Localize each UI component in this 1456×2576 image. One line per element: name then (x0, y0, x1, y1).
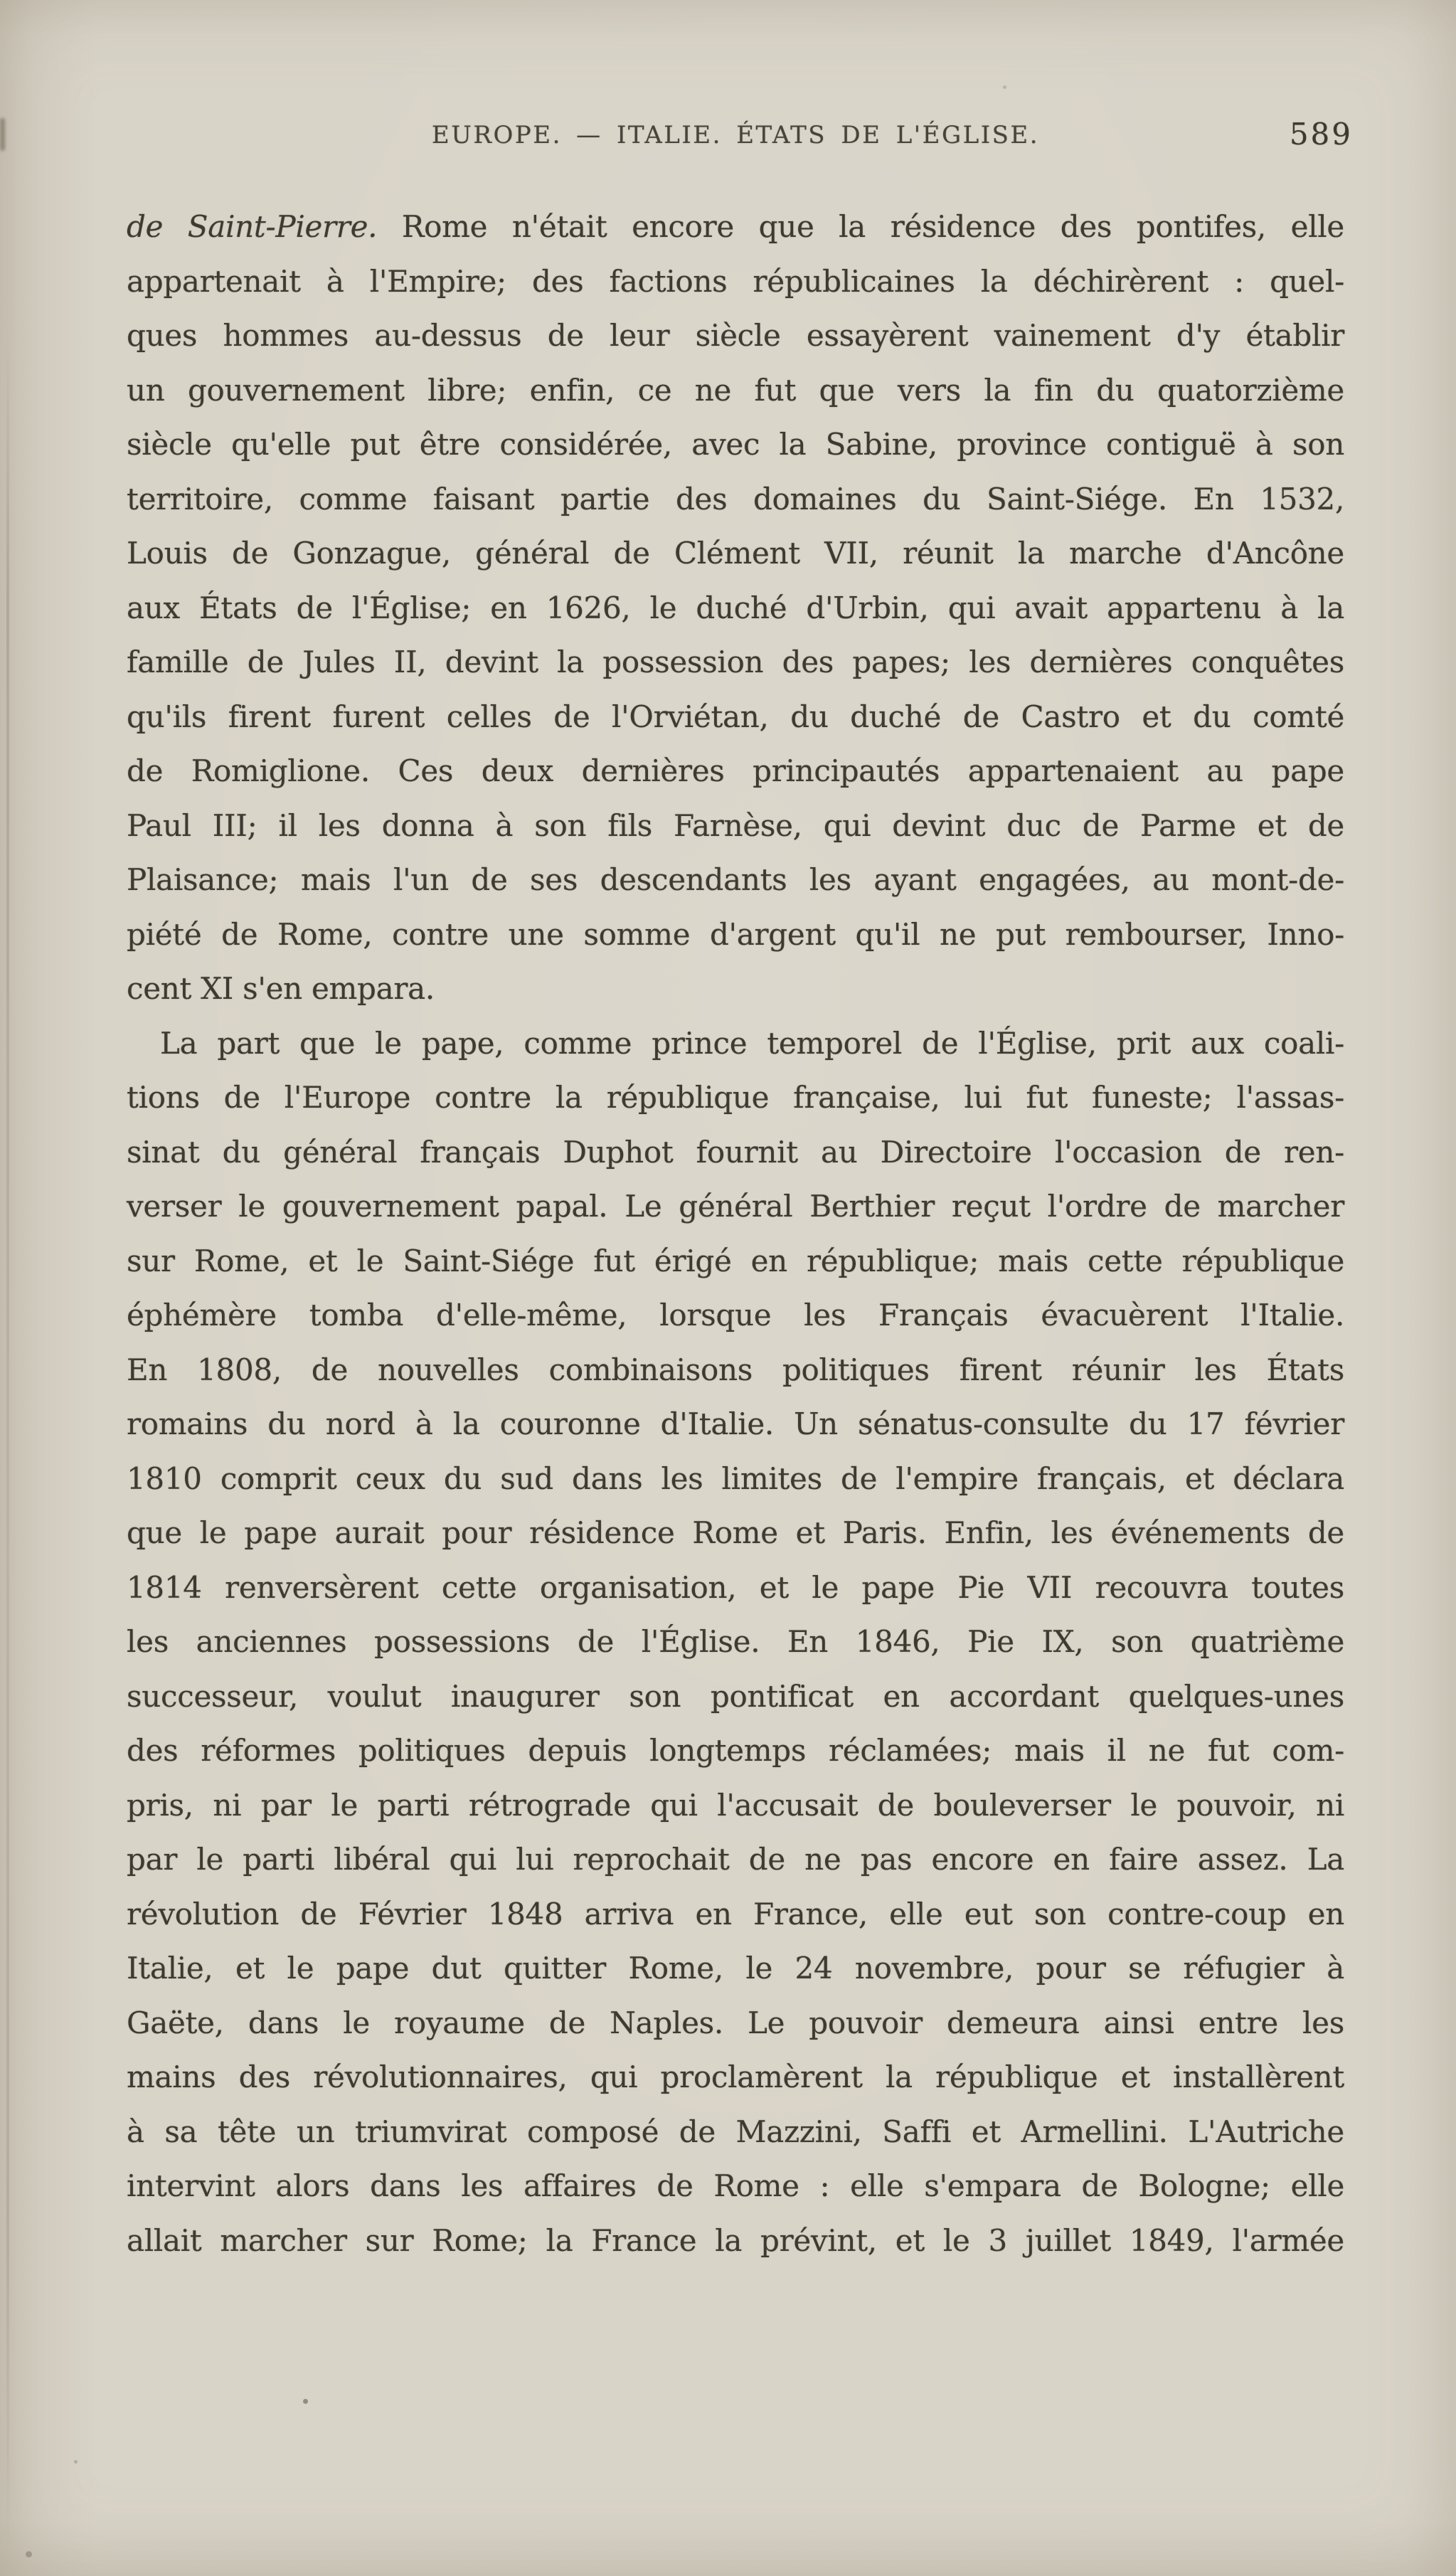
text-line: les anciennes possessions de l'Église. En 1846, Pie IX, son quatrième (127, 1624, 1344, 1659)
text-line: 1814 renversèrent cette organisation, et le pape Pie VII recouvra toutes (127, 1569, 1344, 1605)
text-line: éphémère tomba d'elle-même, lorsque les Français évacuèrent l'Italie. (127, 1298, 1344, 1332)
page-gutter-shadow (6, 334, 9, 2554)
scan-edge-smudge (0, 118, 5, 151)
text-line: siècle qu'elle put être considérée, avec la Sabine, province contiguë à son (127, 427, 1344, 462)
text-line: cent XI s'en empara. (127, 971, 435, 1006)
paper-speck (1003, 85, 1006, 89)
text-line (127, 200, 1344, 255)
text-line: qu'ils firent furent celles de l'Orviétan, du duché de Castro et du comté (127, 699, 1344, 734)
text-line: piété de Rome, contre une somme d'argent qu'il ne put rembourser, Inno- (127, 916, 1344, 952)
text-line: romains du nord à la couronne d'Italie. Un sénatus-consulte du 17 février (127, 1406, 1344, 1441)
lead-italic-phrase: de Saint-Pierre. (127, 209, 378, 244)
text-line: aux États de l'Église; en 1626, le duché d'Urbin, qui avait appartenu à la (127, 590, 1344, 625)
text-line: un gouvernement libre; enfin, ce ne fut que vers la fin du quatorzième (127, 372, 1344, 408)
text-line: verser le gouvernement papal. Le général Berthier reçut l'ordre de marcher (127, 1189, 1344, 1224)
text-line: mains des révolutionnaires, qui proclamèrent la république et installèrent (127, 2060, 1344, 2094)
paper-speck (74, 2460, 78, 2464)
text-line: révolution de Février 1848 arriva en France, elle eut son contre-coup en (127, 1896, 1344, 1931)
lead-rest: Rome n'était encore que la résidence des pontifes, elle (401, 209, 1344, 244)
text-line: ques hommes au-dessus de leur siècle essayèrent vainement d'y établir (127, 318, 1344, 353)
paper-speck (303, 2399, 308, 2404)
text-line: que le pape aurait pour résidence Rome et Paris. Enfin, les événements de (127, 1515, 1344, 1550)
paragraph-2 (127, 1017, 1344, 2269)
text-line: En 1808, de nouvelles combinaisons politiques firent réunir les États (127, 1352, 1344, 1387)
paragraph-1 (127, 200, 1344, 1017)
text-line: sur Rome, et le Saint-Siége fut érigé en république; mais cette république (127, 1243, 1344, 1278)
text-line: des réformes politiques depuis longtemps réclamées; mais il ne fut com- (127, 1733, 1344, 1768)
text-line: La part que le pape, comme prince temporel de l'Église, prit aux coali- (160, 1025, 1344, 1061)
text-line: par le parti libéral qui lui reprochait de ne pas encore en faire assez. La (127, 1842, 1344, 1877)
text-line: à sa tête un triumvirat composé de Mazzini, Saffi et Armellini. L'Autriche (127, 2114, 1344, 2149)
text-line: famille de Jules II, devint la possession des papes; les dernières conquêtes (127, 645, 1344, 679)
body-text (127, 200, 1344, 2268)
page-header (127, 117, 1353, 164)
text-line: Italie, et le pape dut quitter Rome, le 24 novembre, pour se réfugier à (127, 1951, 1344, 1986)
text-line: appartenait à l'Empire; des factions républicaines la déchirèrent : quel- (127, 263, 1344, 299)
text-line: allait marcher sur Rome; la France la prévint, et le 3 juillet 1849, l'armée (127, 2222, 1344, 2258)
paper-speck (26, 2551, 32, 2558)
text-line: sinat du général français Duphot fournit au Directoire l'occasion de ren- (127, 1134, 1344, 1170)
text-line: territoire, comme faisant partie des domaines du Saint-Siége. En 1532, (127, 481, 1344, 516)
text-line: Louis de Gonzague, général de Clément VII, réunit la marche d'Ancône (127, 536, 1344, 571)
text-line: Gaëte, dans le royaume de Naples. Le pouvoir demeura ainsi entre les (127, 2005, 1344, 2040)
page-number: 589 (1289, 117, 1353, 152)
text-line: Paul III; il les donna à son fils Farnèse, qui devint duc de Parme et de (127, 807, 1344, 843)
text-line: de Romiglione. Ces deux dernières principautés appartenaient au pape (127, 753, 1344, 788)
text-line: 1810 comprit ceux du sud dans les limites de l'empire français, et déclara (127, 1461, 1344, 1496)
text-line: pris, ni par le parti rétrograde qui l'accusait de bouleverser le pouvoir, ni (127, 1787, 1344, 1823)
text-line: Plaisance; mais l'un de ses descendants les ayant engagées, au mont-de- (127, 862, 1344, 897)
running-title: EUROPE. — ITALIE. ÉTATS DE L'ÉGLISE. (431, 121, 1040, 149)
text-line: intervint alors dans les affaires de Rome : elle s'empara de Bologne; elle (127, 2168, 1344, 2203)
text-line: tions de l'Europe contre la république française, lui fut funeste; l'assas- (127, 1080, 1344, 1115)
text-line: successeur, voulut inaugurer son pontificat en accordant quelques-unes (127, 1678, 1344, 1714)
